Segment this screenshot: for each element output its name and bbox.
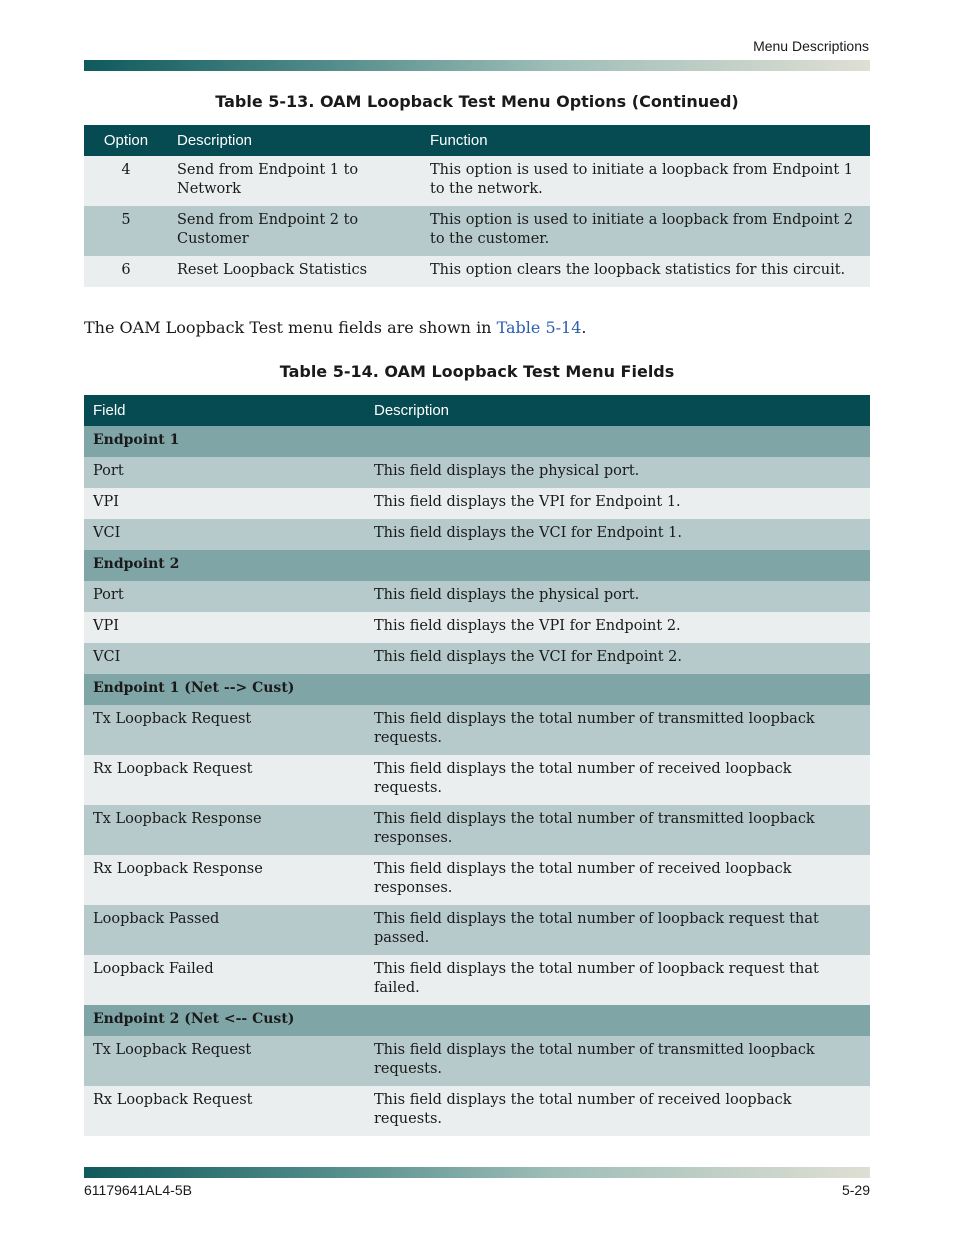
field-cell: VCI [84,519,365,550]
section-row [84,1005,870,1036]
table-row [84,488,870,519]
table-row [84,905,870,955]
table-header-row [84,125,870,156]
description-cell: This field displays the total number of received loopback requests. [365,1086,870,1136]
field-cell: Tx Loopback Request [84,1036,365,1086]
description-cell: This field displays the total number of loopback request that failed. [365,955,870,1005]
field-cell: Tx Loopback Request [84,705,365,755]
intro-paragraph [84,318,587,337]
function-cell: This option is used to initiate a loopback from Endpoint 1 to the network. [421,156,870,206]
option-cell: 6 [84,256,168,287]
description-cell: This field displays the total number of received loopback requests. [365,755,870,805]
header-rule [84,60,870,71]
description-cell: This field displays the total number of received loopback responses. [365,855,870,905]
description-cell: This field displays the VPI for Endpoint 2. [365,612,870,643]
section-title: Endpoint 1 (Net --> Cust) [84,674,870,705]
intro-text-end: . [581,318,587,337]
description-cell: This field displays the physical port. [365,581,870,612]
table-row [84,206,870,256]
description-cell: This field displays the VCI for Endpoint 1. [365,519,870,550]
field-cell: VCI [84,643,365,674]
description-cell: Send from Endpoint 2 to Customer [168,206,421,256]
table-row [84,612,870,643]
document-number: 61179641AL4-5B [84,1182,192,1198]
field-cell: Rx Loopback Response [84,855,365,905]
description-cell: This field displays the physical port. [365,457,870,488]
column-header-description: Description [365,395,870,426]
section-row [84,674,870,705]
field-cell: Loopback Passed [84,905,365,955]
table-row [84,955,870,1005]
table-row [84,519,870,550]
column-header-field: Field [84,395,365,426]
table-row [84,755,870,805]
table-caption: Table 5-14. OAM Loopback Test Menu Fields [279,362,675,381]
description-cell: This field displays the total number of loopback request that passed. [365,905,870,955]
description-cell: Reset Loopback Statistics [168,256,421,287]
section-title: Endpoint 2 (Net <-- Cust) [84,1005,870,1036]
field-cell: Rx Loopback Request [84,755,365,805]
footer-rule [84,1167,870,1178]
page-number: 5-29 [841,1182,870,1198]
running-header: Menu Descriptions [753,38,869,54]
function-cell: This option is used to initiate a loopback from Endpoint 2 to the customer. [421,206,870,256]
option-cell: 4 [84,156,168,206]
table-row [84,1086,870,1136]
column-header-option: Option [84,125,168,156]
options-table [84,125,870,287]
section-title: Endpoint 1 [84,426,870,457]
column-header-description: Description [168,125,421,156]
table-row [84,1036,870,1086]
description-cell: This field displays the VPI for Endpoint 1. [365,488,870,519]
field-cell: VPI [84,488,365,519]
field-cell: VPI [84,612,365,643]
description-cell: This field displays the total number of transmitted loopback requests. [365,705,870,755]
table-row [84,581,870,612]
table-row [84,643,870,674]
table-row [84,156,870,206]
fields-table [84,395,870,1136]
field-cell: Rx Loopback Request [84,1086,365,1136]
description-cell: This field displays the total number of transmitted loopback requests. [365,1036,870,1086]
table-row [84,805,870,855]
field-cell: Port [84,581,365,612]
section-row [84,426,870,457]
option-cell: 5 [84,206,168,256]
field-cell: Port [84,457,365,488]
function-cell: This option clears the loopback statistics for this circuit. [421,256,870,287]
table-row [84,705,870,755]
field-cell: Tx Loopback Response [84,805,365,855]
table-row [84,457,870,488]
table-reference-link[interactable]: Table 5-14 [496,318,582,337]
column-header-function: Function [421,125,870,156]
table-caption: Table 5-13. OAM Loopback Test Menu Options (Continued) [215,92,739,111]
description-cell: This field displays the VCI for Endpoint 2. [365,643,870,674]
intro-text: The OAM Loopback Test menu fields are shown in [84,318,497,337]
description-cell: This field displays the total number of transmitted loopback responses. [365,805,870,855]
table-row [84,256,870,287]
table-row [84,855,870,905]
section-row [84,550,870,581]
section-title: Endpoint 2 [84,550,870,581]
table-header-row [84,395,870,426]
description-cell: Send from Endpoint 1 to Network [168,156,421,206]
field-cell: Loopback Failed [84,955,365,1005]
